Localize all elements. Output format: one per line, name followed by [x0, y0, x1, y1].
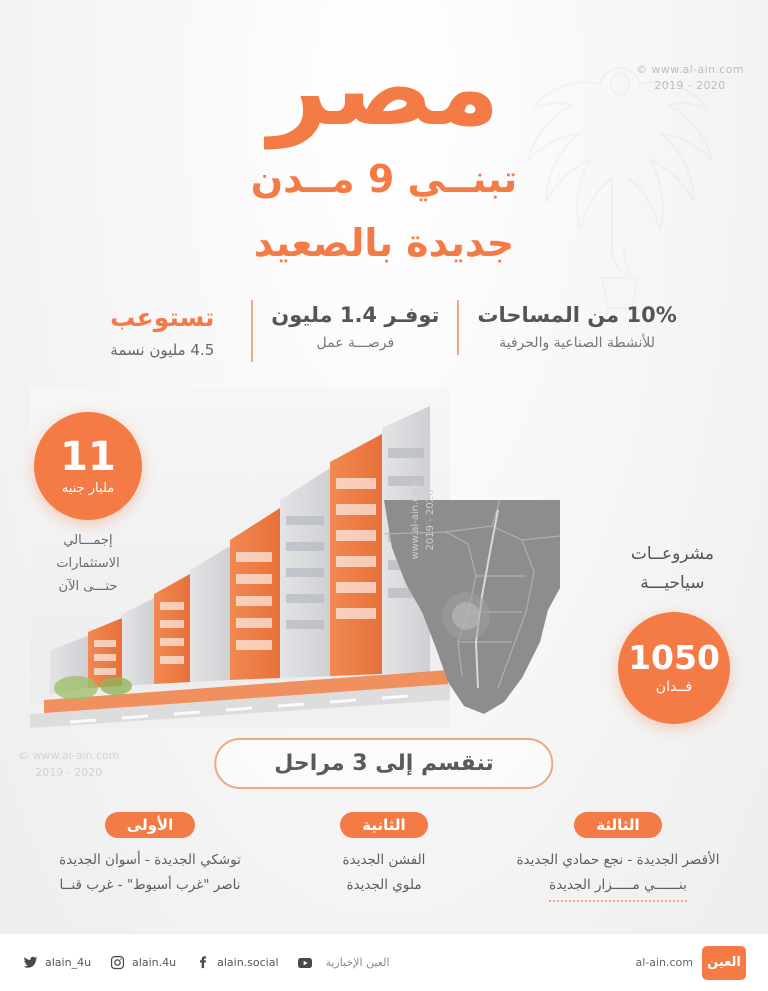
stat-capacity-detail: 4.5 مليون نسمة: [110, 341, 215, 360]
facebook-icon: [194, 954, 211, 971]
watermark-top-years: 2019 - 2020: [654, 78, 726, 92]
stats-row: [60, 300, 708, 362]
instagram-icon: [109, 954, 126, 971]
phase-first-tag: الأولى: [105, 812, 195, 838]
social-instagram-handle: alain.4u: [132, 956, 177, 969]
watermark-map-site: www.al-ain.com: [410, 480, 421, 560]
phase-second-line2: ملوي الجديدة: [346, 876, 422, 893]
stat-jobs-title: توفـر 1.4 مليون: [271, 303, 440, 327]
phase-second-tag: الثانية: [340, 812, 427, 838]
phase-second: [274, 812, 494, 902]
youtube-icon: [297, 954, 314, 971]
tourism-label-l1: مشروعــات: [630, 544, 714, 564]
headline-title-wrap: [0, 27, 768, 149]
tourism-badge: [618, 612, 730, 724]
watermark-bottom: [18, 748, 120, 781]
watermark-map-years: 2019 - 2020: [425, 489, 436, 551]
footer-brand[interactable]: [635, 946, 746, 980]
social-twitter[interactable]: [22, 954, 91, 971]
footer: [0, 933, 768, 991]
investment-caption: [34, 530, 142, 598]
headline-sub2: جديدة بالصعيد: [253, 221, 515, 265]
tourism-label: [631, 540, 714, 598]
phase-first: [40, 812, 260, 902]
social-facebook-handle: alain.social: [217, 956, 279, 969]
headline-sub1: تبنــي 9 مــدن: [250, 157, 518, 201]
stat-areas-title: 10% من المساحات: [477, 303, 677, 327]
page-title: مصر: [268, 27, 500, 149]
watermark-bottom-site: © www.al-ain.com: [18, 749, 120, 762]
phases-pill: تنقسم إلى 3 مراحل: [214, 738, 553, 789]
tourism-unit: فــدان: [655, 679, 693, 695]
social-facebook[interactable]: [194, 954, 278, 971]
social-youtube-handle: العين الإخبارية: [325, 956, 390, 969]
investment-unit: مليار جنيه: [61, 480, 115, 496]
stat-areas: [459, 300, 694, 355]
stat-capacity-title: تستوعب: [110, 303, 215, 332]
tourism-number: 1050: [628, 638, 720, 677]
footer-socials: [22, 954, 390, 971]
footer-url: al-ain.com: [635, 956, 693, 969]
stat-jobs-detail: فرصـــة عمل: [316, 335, 395, 352]
phase-third-line2: بنــــــي مـــــزار الجديدة: [549, 873, 687, 902]
twitter-icon: [22, 954, 39, 971]
phase-first-line1: توشكي الجديدة - أسوان الجديدة: [59, 852, 241, 868]
phase-third: [508, 812, 728, 902]
stat-areas-detail: للأنشطة الصناعية والحرفية: [499, 335, 655, 352]
phase-first-line2: ناصر "غرب أسيوط" - غرب قنــا: [59, 876, 241, 893]
investment-number: 11: [60, 433, 116, 480]
investment-caption-l2: الاستثمارات: [56, 555, 120, 571]
social-twitter-handle: alain_4u: [45, 956, 92, 969]
investment-badge: [34, 412, 142, 520]
social-youtube[interactable]: [297, 954, 390, 971]
watermark-map: [408, 475, 438, 565]
alain-logo: العين: [702, 946, 746, 980]
tourism-label-l2: سياحيـــة: [640, 572, 705, 593]
headline-sub1-wrap: [0, 158, 768, 202]
headline-sub2-wrap: [0, 222, 768, 266]
investment-caption-l1: إجمـــالي: [63, 533, 113, 548]
watermark-top-site: © www.al-ain.com: [636, 63, 744, 76]
phase-second-line1: الفشن الجديدة: [342, 852, 426, 868]
egypt-map: [372, 492, 572, 722]
stat-capacity: [73, 300, 253, 362]
watermark-bottom-years: 2019 - 2020: [35, 765, 103, 779]
investment-caption-l3: حتـــى الآن: [58, 578, 118, 594]
phase-third-tag: الثالثة: [574, 812, 661, 838]
social-instagram[interactable]: [109, 954, 176, 971]
phases-row: [40, 812, 728, 902]
stat-jobs: [253, 300, 459, 355]
phase-third-line1: الأقصر الجديدة - نجع حمادي الجديدة: [516, 852, 720, 868]
